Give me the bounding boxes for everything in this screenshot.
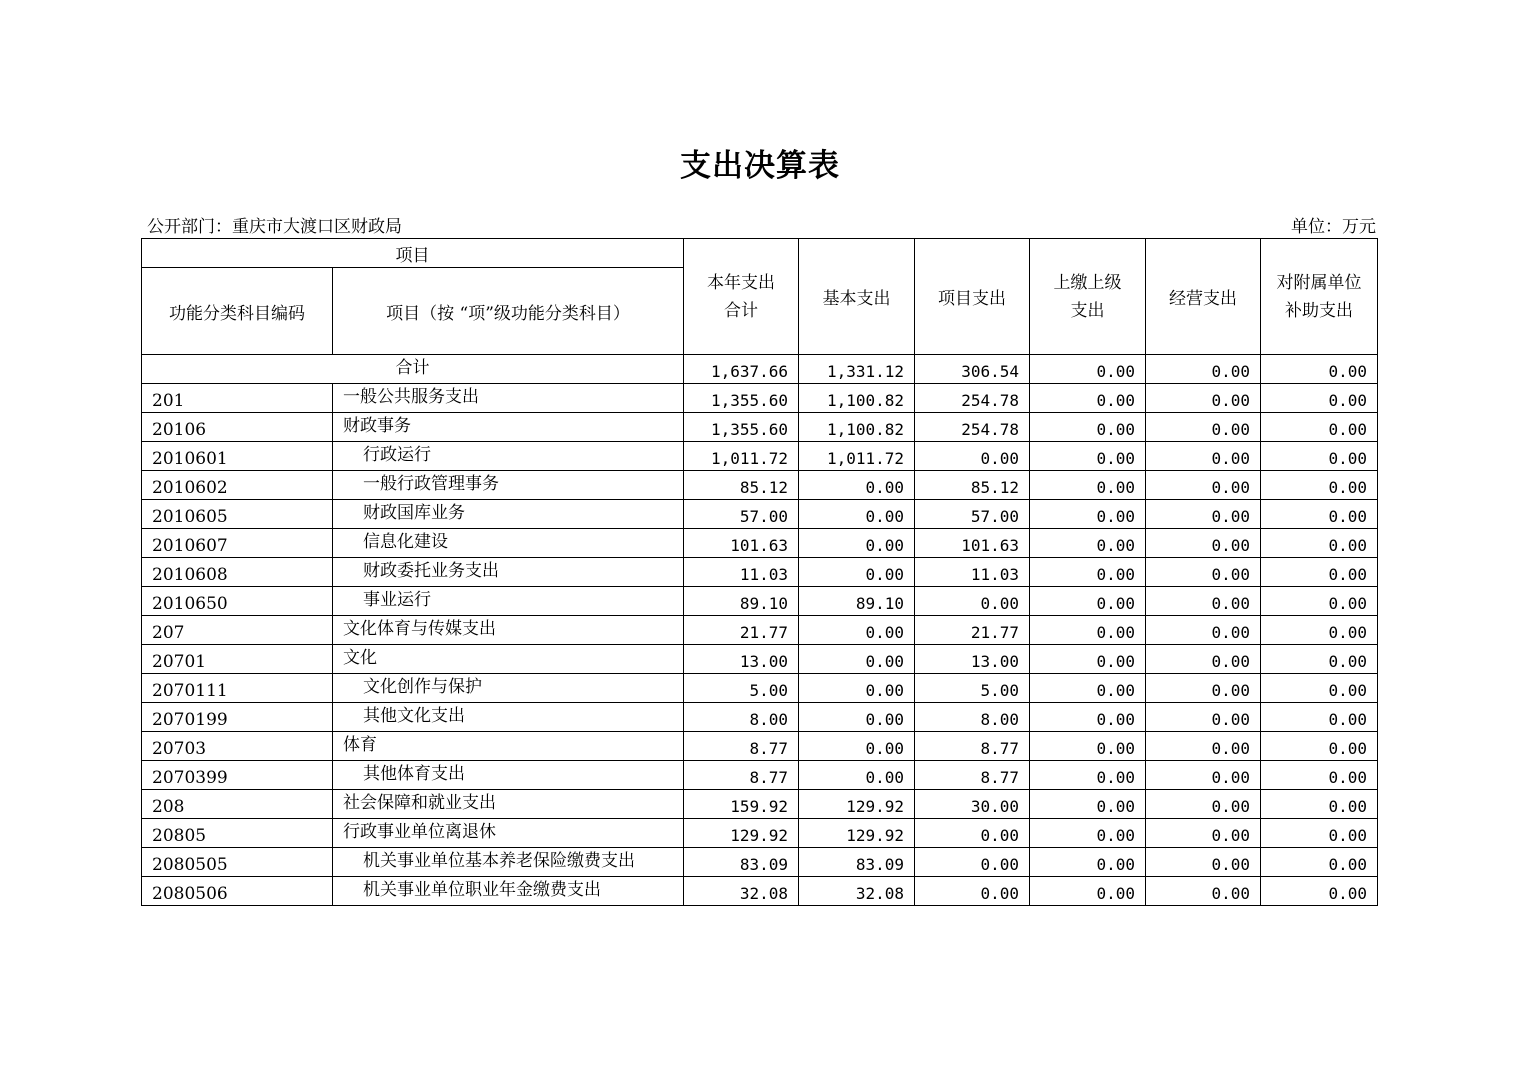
row-code: 207 xyxy=(142,616,333,645)
row-name: 信息化建设 xyxy=(333,529,684,558)
row-code: 2010607 xyxy=(142,529,333,558)
row-value: 0.00 xyxy=(915,848,1030,877)
row-code: 2010605 xyxy=(142,500,333,529)
row-value: 129.92 xyxy=(684,819,799,848)
header-subsidy xyxy=(1261,239,1378,355)
row-value: 0.00 xyxy=(1261,384,1378,413)
total-value: 1,637.66 xyxy=(684,355,799,384)
table-row xyxy=(142,848,1378,877)
row-name: 机关事业单位职业年金缴费支出 xyxy=(333,877,684,906)
header-remit-line1: 上缴上级 xyxy=(1053,272,1122,293)
row-value: 0.00 xyxy=(799,703,915,732)
total-label: 合计 xyxy=(142,355,684,384)
row-value: 57.00 xyxy=(684,500,799,529)
row-name: 其他体育支出 xyxy=(333,761,684,790)
table-row xyxy=(142,558,1378,587)
row-value: 0.00 xyxy=(1030,442,1146,471)
row-value: 0.00 xyxy=(1030,384,1146,413)
row-name: 社会保障和就业支出 xyxy=(333,790,684,819)
row-code: 2070111 xyxy=(142,674,333,703)
row-value: 89.10 xyxy=(799,587,915,616)
row-value: 0.00 xyxy=(915,587,1030,616)
total-value: 1,331.12 xyxy=(799,355,915,384)
row-value: 0.00 xyxy=(1146,703,1261,732)
row-name: 一般行政管理事务 xyxy=(333,471,684,500)
row-value: 101.63 xyxy=(684,529,799,558)
row-value: 0.00 xyxy=(1030,471,1146,500)
row-value: 0.00 xyxy=(1146,587,1261,616)
row-name: 体育 xyxy=(333,732,684,761)
row-value: 0.00 xyxy=(1030,732,1146,761)
expenditure-table xyxy=(141,238,1378,906)
row-value: 0.00 xyxy=(799,616,915,645)
row-value: 0.00 xyxy=(1146,616,1261,645)
table-row xyxy=(142,877,1378,906)
row-value: 13.00 xyxy=(915,645,1030,674)
row-code: 20701 xyxy=(142,645,333,674)
row-value: 5.00 xyxy=(684,674,799,703)
table-row xyxy=(142,529,1378,558)
row-value: 0.00 xyxy=(1146,819,1261,848)
row-value: 0.00 xyxy=(1030,413,1146,442)
row-value: 0.00 xyxy=(799,500,915,529)
row-name: 机关事业单位基本养老保险缴费支出 xyxy=(333,848,684,877)
table-row xyxy=(142,500,1378,529)
row-value: 0.00 xyxy=(1030,848,1146,877)
row-value: 0.00 xyxy=(799,645,915,674)
row-value: 0.00 xyxy=(799,674,915,703)
table-row xyxy=(142,819,1378,848)
row-name: 财政委托业务支出 xyxy=(333,558,684,587)
row-value: 8.00 xyxy=(915,703,1030,732)
row-value: 0.00 xyxy=(1261,674,1378,703)
row-code: 2010602 xyxy=(142,471,333,500)
row-value: 0.00 xyxy=(1030,761,1146,790)
row-value: 0.00 xyxy=(1146,384,1261,413)
row-value: 0.00 xyxy=(1261,732,1378,761)
row-value: 0.00 xyxy=(1030,616,1146,645)
row-value: 254.78 xyxy=(915,384,1030,413)
row-value: 1,100.82 xyxy=(799,384,915,413)
total-value: 0.00 xyxy=(1146,355,1261,384)
row-value: 0.00 xyxy=(1146,442,1261,471)
total-value: 0.00 xyxy=(1261,355,1378,384)
row-value: 8.00 xyxy=(684,703,799,732)
row-value: 0.00 xyxy=(1030,500,1146,529)
row-value: 254.78 xyxy=(915,413,1030,442)
row-value: 0.00 xyxy=(1261,413,1378,442)
row-name: 文化 xyxy=(333,645,684,674)
table-row xyxy=(142,645,1378,674)
row-value: 0.00 xyxy=(1146,529,1261,558)
table-row xyxy=(142,790,1378,819)
row-value: 0.00 xyxy=(1261,761,1378,790)
row-value: 85.12 xyxy=(684,471,799,500)
row-name: 事业运行 xyxy=(333,587,684,616)
total-value: 0.00 xyxy=(1030,355,1146,384)
table-row xyxy=(142,674,1378,703)
row-value: 57.00 xyxy=(915,500,1030,529)
header-business: 经营支出 xyxy=(1146,239,1261,355)
row-code: 2010601 xyxy=(142,442,333,471)
row-value: 1,011.72 xyxy=(684,442,799,471)
row-value: 0.00 xyxy=(1030,558,1146,587)
unit-label: 单位：万元 xyxy=(1291,217,1376,237)
row-value: 0.00 xyxy=(1146,674,1261,703)
row-value: 0.00 xyxy=(1030,703,1146,732)
row-value: 11.03 xyxy=(915,558,1030,587)
row-value: 0.00 xyxy=(1146,500,1261,529)
row-value: 1,355.60 xyxy=(684,384,799,413)
header-subsidy-line2: 补助支出 xyxy=(1285,300,1353,321)
row-name: 行政事业单位离退休 xyxy=(333,819,684,848)
header-subsidy-line1: 对附属单位 xyxy=(1276,272,1362,293)
row-value: 0.00 xyxy=(799,732,915,761)
row-value: 0.00 xyxy=(1261,616,1378,645)
header-basic: 基本支出 xyxy=(799,239,915,355)
row-value: 8.77 xyxy=(684,761,799,790)
row-value: 83.09 xyxy=(684,848,799,877)
row-name: 文化体育与传媒支出 xyxy=(333,616,684,645)
row-code: 2080506 xyxy=(142,877,333,906)
table-row xyxy=(142,732,1378,761)
row-value: 8.77 xyxy=(915,761,1030,790)
table-row xyxy=(142,587,1378,616)
header-total-line1: 本年支出 xyxy=(707,272,775,293)
table-row xyxy=(142,413,1378,442)
row-value: 0.00 xyxy=(1261,500,1378,529)
row-value: 0.00 xyxy=(1146,877,1261,906)
row-code: 2070199 xyxy=(142,703,333,732)
row-value: 0.00 xyxy=(915,442,1030,471)
row-value: 129.92 xyxy=(799,819,915,848)
row-value: 159.92 xyxy=(684,790,799,819)
row-value: 0.00 xyxy=(915,819,1030,848)
row-code: 20805 xyxy=(142,819,333,848)
row-value: 0.00 xyxy=(1146,790,1261,819)
row-value: 21.77 xyxy=(915,616,1030,645)
header-total xyxy=(684,239,799,355)
row-value: 1,100.82 xyxy=(799,413,915,442)
total-value: 306.54 xyxy=(915,355,1030,384)
row-value: 0.00 xyxy=(1261,819,1378,848)
row-code: 201 xyxy=(142,384,333,413)
row-value: 0.00 xyxy=(799,558,915,587)
row-value: 0.00 xyxy=(1261,529,1378,558)
row-value: 0.00 xyxy=(1030,790,1146,819)
row-value: 0.00 xyxy=(1146,558,1261,587)
row-value: 21.77 xyxy=(684,616,799,645)
row-value: 11.03 xyxy=(684,558,799,587)
row-code: 20106 xyxy=(142,413,333,442)
header-total-line2: 合计 xyxy=(724,300,758,321)
row-value: 0.00 xyxy=(915,877,1030,906)
row-value: 0.00 xyxy=(1146,645,1261,674)
row-value: 0.00 xyxy=(1030,877,1146,906)
row-code: 2010608 xyxy=(142,558,333,587)
row-name: 行政运行 xyxy=(333,442,684,471)
header-remit-line2: 支出 xyxy=(1070,300,1105,321)
total-row xyxy=(142,355,1378,384)
row-value: 0.00 xyxy=(1261,587,1378,616)
header-item-group: 项目 xyxy=(142,239,684,268)
row-value: 13.00 xyxy=(684,645,799,674)
row-value: 0.00 xyxy=(799,761,915,790)
row-value: 30.00 xyxy=(915,790,1030,819)
row-value: 85.12 xyxy=(915,471,1030,500)
row-value: 0.00 xyxy=(1261,471,1378,500)
table-row xyxy=(142,616,1378,645)
row-value: 0.00 xyxy=(1261,848,1378,877)
table-row xyxy=(142,703,1378,732)
row-value: 0.00 xyxy=(799,471,915,500)
table-row xyxy=(142,384,1378,413)
row-value: 0.00 xyxy=(1030,587,1146,616)
row-value: 0.00 xyxy=(1146,761,1261,790)
header-code: 功能分类科目编码 xyxy=(142,268,333,355)
table-row xyxy=(142,442,1378,471)
row-value: 0.00 xyxy=(1261,703,1378,732)
row-code: 208 xyxy=(142,790,333,819)
table-row xyxy=(142,761,1378,790)
row-value: 0.00 xyxy=(1030,819,1146,848)
header-remit xyxy=(1030,239,1146,355)
header-row-group xyxy=(142,239,1378,268)
row-name: 其他文化支出 xyxy=(333,703,684,732)
row-value: 8.77 xyxy=(684,732,799,761)
row-value: 89.10 xyxy=(684,587,799,616)
row-value: 0.00 xyxy=(1146,848,1261,877)
page-title: 支出决算表 xyxy=(680,148,840,184)
row-value: 0.00 xyxy=(1146,413,1261,442)
row-value: 0.00 xyxy=(1261,877,1378,906)
row-value: 0.00 xyxy=(1146,732,1261,761)
row-name: 财政事务 xyxy=(333,413,684,442)
row-value: 32.08 xyxy=(684,877,799,906)
table-row xyxy=(142,471,1378,500)
row-code: 20703 xyxy=(142,732,333,761)
row-value: 8.77 xyxy=(915,732,1030,761)
row-name: 财政国库业务 xyxy=(333,500,684,529)
row-code: 2010650 xyxy=(142,587,333,616)
row-name: 一般公共服务支出 xyxy=(333,384,684,413)
row-code: 2070399 xyxy=(142,761,333,790)
row-value: 0.00 xyxy=(1261,558,1378,587)
row-name: 文化创作与保护 xyxy=(333,674,684,703)
row-value: 5.00 xyxy=(915,674,1030,703)
row-value: 0.00 xyxy=(799,529,915,558)
header-project: 项目支出 xyxy=(915,239,1030,355)
row-value: 32.08 xyxy=(799,877,915,906)
department-label: 公开部门：重庆市大渡口区财政局 xyxy=(147,217,402,237)
row-value: 0.00 xyxy=(1030,674,1146,703)
row-value: 0.00 xyxy=(1030,529,1146,558)
header-name: 项目（按 “项”级功能分类科目） xyxy=(333,268,684,355)
row-value: 0.00 xyxy=(1261,790,1378,819)
row-value: 0.00 xyxy=(1261,645,1378,674)
row-value: 129.92 xyxy=(799,790,915,819)
row-value: 1,355.60 xyxy=(684,413,799,442)
row-value: 0.00 xyxy=(1261,442,1378,471)
row-value: 101.63 xyxy=(915,529,1030,558)
row-code: 2080505 xyxy=(142,848,333,877)
row-value: 83.09 xyxy=(799,848,915,877)
row-value: 0.00 xyxy=(1146,471,1261,500)
row-value: 1,011.72 xyxy=(799,442,915,471)
row-value: 0.00 xyxy=(1030,645,1146,674)
